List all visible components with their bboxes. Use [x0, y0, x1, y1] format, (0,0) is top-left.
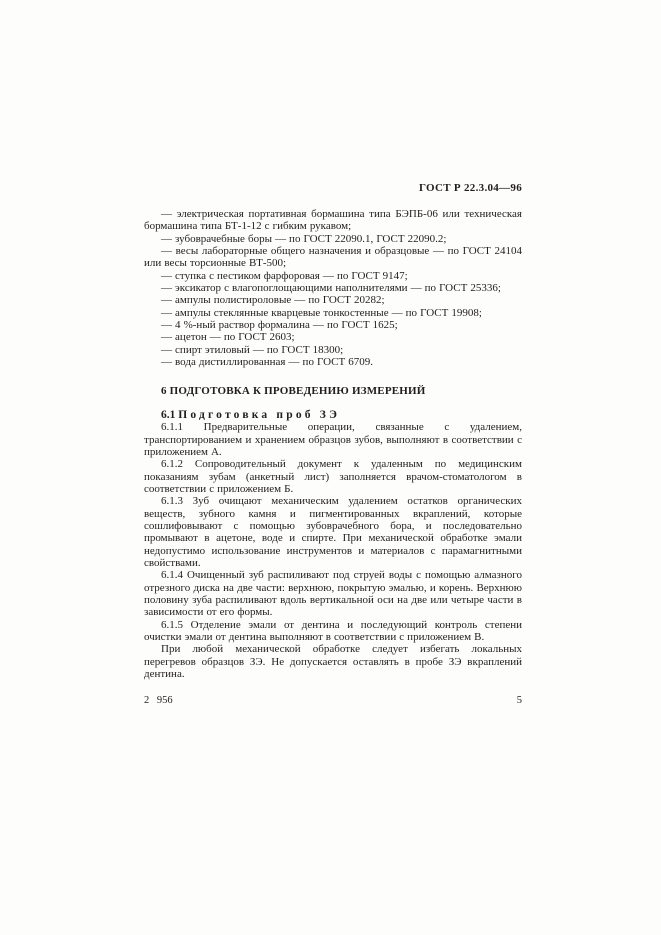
paragraph: 6.1.1 Предварительные операции, связанные с удалением, транспортированием и хранением образцов зубов, выполняют в соответствии с приложением А. — [144, 421, 522, 458]
equipment-list-item: — ступка с пестиком фарфоровая — по ГОСТ 9147; — [161, 269, 408, 282]
paragraph: 6.1.4 Очищенный зуб распиливают под струей воды с помощью алмазного отрезного диска на две части: верхнюю, покрытую эмалью, и корень. Верхнюю половину зуба распиливают вдоль вертикальной оси на две или четыре части в зависимости от его формы. — [144, 569, 522, 619]
equipment-list-item: — спирт этиловый — по ГОСТ 18300; — [161, 343, 344, 356]
paragraph: 6.1.2 Сопроводительный документ к удаленным по медицинским показаниям зубам (анкетный лист) заполняется врачом-стоматологом в соответствии с приложением Б. — [144, 458, 522, 495]
paragraph: 6.1.3 Зуб очищают механическим удалением остатков органических веществ, зубного камня и пигментированных вкраплений, которые сошлифовывают с помощью зубоврачебного бора, и последовательно промывают в ацетоне, воде и спирте. При механической обработке эмали недопустимо использование инструментов и материалов с парамагнитными свойствами. — [144, 495, 522, 569]
equipment-list-item: — эксикатор с влагопоглощающими наполнителями — по ГОСТ 25336; — [161, 282, 501, 295]
equipment-list-item: — зубоврачебные боры — по ГОСТ 22090.1, ГОСТ 22090.2; — [161, 232, 447, 245]
equipment-list-item: — электрическая портативная бормашина типа БЭПБ-06 или техническая бормашина типа БТ-1-12 с гибким рукавом; — [144, 208, 522, 233]
equipment-list-item: — ацетон — по ГОСТ 2603; — [161, 331, 295, 344]
section-heading: 6 ПОДГОТОВКА К ПРОВЕДЕНИЮ ИЗМЕРЕНИЙ — [161, 385, 426, 398]
equipment-list-item: — 4 %-ный раствор формалина — по ГОСТ 1625; — [161, 319, 398, 332]
running-head-standard-number: ГОСТ Р 22.3.04—96 — [418, 182, 522, 194]
subsection-heading — [144, 409, 522, 421]
page-footer — [144, 695, 522, 706]
printer-imprint: 2 956 — [144, 695, 173, 707]
paragraph: При любой механической обработке следует избегать локальных перегревов образцов ЗЭ. Не допускается оставлять в пробе ЗЭ вкраплений дентина. — [144, 643, 522, 681]
page-number: 5 — [516, 695, 522, 707]
text-block — [144, 182, 522, 706]
paragraph: 6.1.5 Отделение эмали от дентина и последующий контроль степени очистки эмали от дентина выполняют в соответствии с приложением В. — [144, 618, 522, 643]
equipment-list-item: — весы лабораторные общего назначения и образцовые — по ГОСТ 24104 или весы торсионные ВТ-500; — [144, 245, 522, 270]
equipment-list-item: — ампулы полистироловые — по ГОСТ 20282; — [161, 294, 385, 307]
equipment-list-item: — ампулы стеклянные кварцевые тонкостенные — по ГОСТ 19908; — [161, 306, 482, 319]
subsection-title: Подготовка проб ЗЭ — [178, 408, 341, 421]
equipment-list-item: — вода дистиллированная — по ГОСТ 6709. — [161, 356, 374, 369]
subsection-number: 6.1 — [161, 408, 176, 421]
